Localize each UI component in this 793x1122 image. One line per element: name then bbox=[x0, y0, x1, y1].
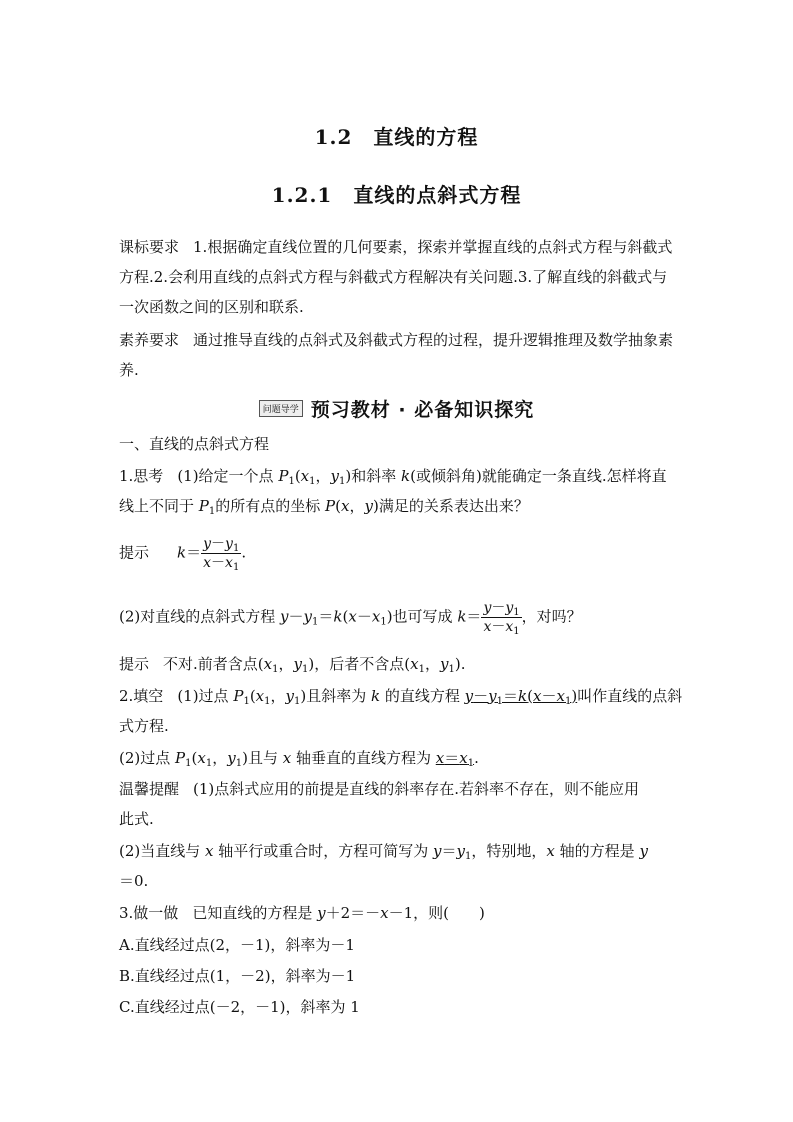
requirements-paragraph bbox=[119, 232, 675, 322]
section-header bbox=[0, 395, 793, 422]
tip-line-4: ＝0. bbox=[119, 872, 149, 890]
literacy-paragraph bbox=[119, 325, 675, 385]
literacy-text: 通过推导直线的点斜式及斜截式方程的过程，提升逻辑推理及数学抽象素养. bbox=[119, 331, 674, 379]
exercise-line: 3.做一做 已知直线的方程是 y＋2＝－x－1，则( ) bbox=[119, 904, 485, 922]
option-b[interactable]: B.直线经过点(1，－2)，斜率为－1 bbox=[119, 967, 356, 985]
fill-line-2: 式方程. bbox=[119, 717, 169, 735]
hint-1: 提示 k＝ $\frac{y-y_1}{x-x_1}$ . bbox=[119, 536, 247, 573]
think-line-2: 线上不同于 $P_1$的所有点的坐标 P(x，y)满足的关系表达出来？ bbox=[119, 497, 529, 517]
think-line-1: 1.思考 (1)给定一个点 $P_1(x_1$，$y_1$)和斜率 k(或倾斜角)就能确定一条直线.怎样将直 bbox=[119, 467, 667, 487]
part1-heading: 一、直线的点斜式方程 bbox=[119, 435, 270, 453]
fraction: $\frac{y-y_1}{x-x_1}$ bbox=[203, 536, 240, 573]
requirements-label: 课标要求 bbox=[119, 238, 180, 256]
answer-underline: $y-y_1=k(x-x_1)$ bbox=[464, 687, 578, 707]
fill-line-1: 2.填空 (1)过点 $P_1(x_1$，$y_1$)且斜率为 k 的直线方程 $y-y_1=k(x-x_1)$叫作直线的点斜 bbox=[119, 687, 683, 707]
hint-2: 提示 不对.前者含点($x_1$，$y_1$)，后者不含点($x_1$，$y_1$). bbox=[119, 655, 466, 675]
answer-underline: $x=x_1$ bbox=[435, 749, 475, 769]
section-title: 预习教材 · 必备知识探究 bbox=[310, 399, 535, 421]
sub-title: 1.2.1 直线的点斜式方程 bbox=[271, 183, 522, 207]
tip-line-1: 温馨提醒 (1)点斜式应用的前提是直线的斜率存在.若斜率不存在，则不能应用 bbox=[119, 780, 640, 798]
literacy-label: 素养要求 bbox=[119, 331, 180, 349]
option-c[interactable]: C.直线经过点(－2，－1)，斜率为 1 bbox=[119, 998, 360, 1016]
option-a[interactable]: A.直线经过点(2，－1)，斜率为－1 bbox=[119, 936, 355, 954]
question-2: (2)对直线的点斜式方程 $y-y_1=k(x-x_1)$也可写成 k＝ $\frac{y-y_1}{x-x_1}$ ，对吗？ bbox=[119, 600, 582, 637]
section-badge: 问题导学 bbox=[259, 400, 303, 417]
main-title: 1.2 直线的方程 bbox=[314, 125, 479, 149]
tip-line-3: (2)当直线与 x 轴平行或重合时，方程可简写为 $y=y_1$，特别地，x 轴的方程是 y bbox=[119, 842, 648, 862]
tip-line-2: 此式. bbox=[119, 810, 154, 828]
fraction: $\frac{y-y_1}{x-x_1}$ bbox=[483, 600, 520, 637]
fill-line-3: (2)过点 $P_1(x_1$，$y_1$)且与 x 轴垂直的直线方程为 $x=x_1$. bbox=[119, 749, 479, 769]
requirements-text: 1.根据确定直线位置的几何要素，探索并掌握直线的点斜式方程与斜截式方程.2.会利用直线的点斜式方程与斜截式方程解决有关问题.3.了解直线的斜截式与一次函数之间的区别和联系. bbox=[119, 238, 673, 316]
